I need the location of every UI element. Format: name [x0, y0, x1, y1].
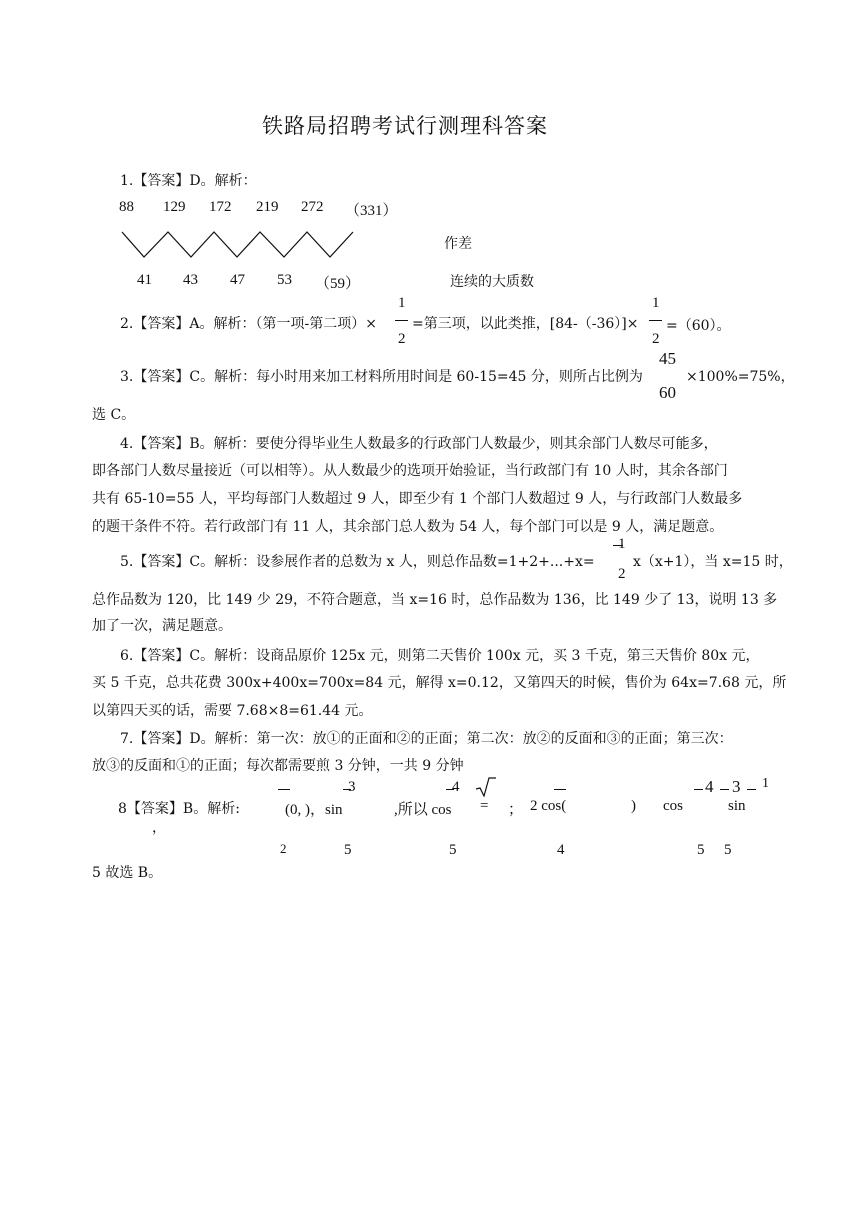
- q8-expression: cos: [663, 798, 683, 814]
- q2-fraction-numerator: 1: [398, 295, 406, 311]
- q8-expression: ,所以 cos: [394, 802, 452, 818]
- q8-top-value: 3: [732, 777, 741, 796]
- q8-top-value: 4: [705, 777, 714, 796]
- q2-text: 2.【答案】A。解析：（第一项-第二项）×: [120, 316, 377, 332]
- q3-percent: ×100%=75%，: [686, 369, 795, 385]
- zigzag-line: [122, 232, 353, 257]
- q8-bottom-value: 4: [557, 842, 565, 858]
- q1-diff-item: （59）: [315, 276, 361, 292]
- zigzag-diagram: [118, 228, 358, 262]
- q8-conclusion: 5 故选 B。: [92, 865, 163, 881]
- q8-top-value: 3: [348, 779, 356, 795]
- q8-comma: ，: [152, 820, 166, 836]
- q2-text: =（60）。: [666, 318, 731, 334]
- q8-expression: sin: [728, 798, 746, 814]
- q4-line: 4.【答案】B。解析：要使分得毕业生人数最多的行政部门人数最少，则其余部门人数尽可能多，: [120, 436, 718, 452]
- q5-line: 总作品数为 120，比 149 少 29，不符合题意，当 x=16 时，总作品数为 136，比 149 少了 13，说明 13 多: [92, 592, 778, 608]
- q1-diff-item: 41: [137, 272, 152, 288]
- q2-text: =第三项，以此类推，[84-（-36）]×: [412, 316, 639, 332]
- page-title: 铁路局招聘考试行测理科答案: [262, 114, 548, 138]
- q1-seq-item: 88: [119, 199, 134, 215]
- q5-fraction-numerator: 1: [618, 536, 626, 552]
- q8-expression: 2 cos(: [530, 798, 567, 814]
- q5-text: x（x+1），当 x=15 时，: [633, 554, 793, 570]
- q3-fraction-denominator: 60: [659, 383, 676, 402]
- q3-text: 选 C。: [92, 407, 136, 423]
- q8-expression: ；: [508, 802, 524, 818]
- q4-line: 共有 65-10=55 人，平均每部门人数超过 9 人，即至少有 1 个部门人数超过 9 人，与行政部门人数最多: [92, 491, 743, 507]
- q1-diff-note: 连续的大质数: [450, 274, 534, 290]
- q6-line: 买 5 千克，总共花费 300x+400x=700x=84 元，解得 x=0.12，又第四天的时候，售价为 64x=7.68 元，所: [92, 675, 787, 691]
- q4-line: 的题干条件不符。若行政部门有 11 人，其余部门总人数为 54 人，每个部门可以是 9 人，满足题意。: [92, 519, 724, 535]
- q1-seq-item: （331）: [345, 203, 398, 219]
- q5-line: 加了一次，满足题意。: [92, 618, 232, 634]
- q3-text: 3.【答案】C。解析：每小时用来加工材料所用时间是 60-15=45 分，则所占比例为: [120, 369, 643, 385]
- q1-diff-item: 47: [230, 272, 245, 288]
- q8-fraction-bar: [278, 789, 290, 790]
- q4-line: 即各部门人数尽量接近（可以相等）。从人数最少的选项开始验证，当行政部门有 10 人时，其余各部门: [92, 463, 728, 479]
- q5-fraction-denominator: 2: [618, 566, 626, 582]
- q8-top-value: 4: [452, 779, 460, 795]
- q2-fraction-bar: [395, 320, 408, 321]
- q5-text: 5.【答案】C。解析：设参展作者的总数为 x 人，则总作品数=1+2+...+x=: [120, 554, 595, 570]
- q8-bottom-value: 5: [697, 842, 705, 858]
- q2-fraction-denominator-2: 2: [652, 331, 660, 347]
- q8-expression: ): [631, 798, 636, 814]
- q6-line: 以第四天买的话，需要 7.68×8=61.44 元。: [92, 703, 373, 719]
- q6-line: 6.【答案】C。解析：设商品原价 125x 元，则第二天售价 100x 元，买 3 千克，第三天售价 80x 元，: [120, 648, 760, 664]
- q3-fraction-numerator: 45: [659, 349, 676, 368]
- q2-fraction-bar-2: [649, 320, 662, 321]
- q8-top-value: 1: [762, 776, 769, 791]
- q5-fraction-bar: [613, 545, 623, 546]
- q7-line: 放③的反面和①的正面；每次都需要煎 3 分钟，一共 9 分钟: [92, 758, 464, 774]
- q1-diff-label: 作差: [444, 236, 472, 252]
- q8-heading: 8【答案】B。解析:: [118, 801, 240, 817]
- q1-seq-item: 172: [209, 199, 232, 215]
- q8-bottom-value: 5: [344, 842, 352, 858]
- sqrt-icon: [475, 777, 497, 797]
- q1-seq-item: 129: [163, 199, 186, 215]
- q2-fraction-denominator: 2: [398, 331, 406, 347]
- q8-bottom-value: 5: [724, 842, 732, 858]
- q2-fraction-numerator-2: 1: [652, 295, 660, 311]
- q1-seq-item: 272: [301, 199, 324, 215]
- q7-line: 7.【答案】D。解析：第一次：放①的正面和②的正面；第二次：放②的反面和③的正面；第三次：: [120, 731, 733, 747]
- q1-diff-item: 53: [277, 272, 292, 288]
- q8-expression: (0, )，sin: [285, 802, 343, 818]
- q8-expression: =: [480, 798, 489, 814]
- q8-fraction-bar: [554, 789, 566, 790]
- q8-fraction-bar: [694, 789, 703, 790]
- q1-heading: 1.【答案】D。解析：: [120, 173, 257, 189]
- q8-bottom-value: 2: [280, 841, 287, 856]
- q8-bottom-value: 5: [449, 842, 457, 858]
- q1-diff-item: 43: [183, 272, 198, 288]
- q8-fraction-bar: [720, 789, 729, 790]
- q1-seq-item: 219: [256, 199, 279, 215]
- q8-fraction-bar: [747, 789, 756, 790]
